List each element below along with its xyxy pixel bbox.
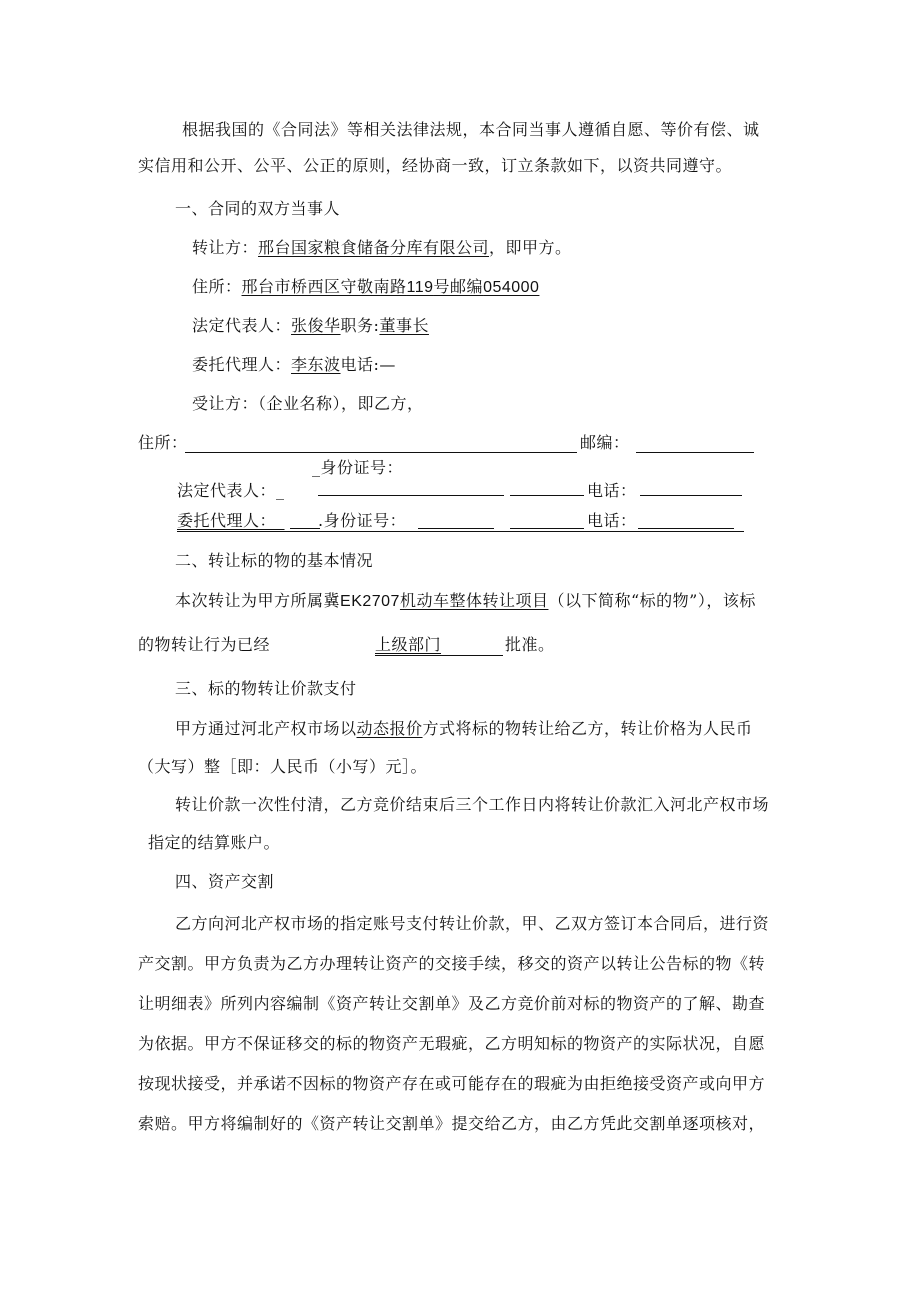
s4-line-5: 按现状接受，并承诺不因标的物资产存在或可能存在的瑕疵为由拒绝接受资产或向甲方 <box>138 1074 766 1093</box>
s4-line-6: 索赔。甲方将编制好的《资产转让交割单》提交给乙方，由乙方凭此交割单逐项核对， <box>138 1114 766 1133</box>
s2-line-1-pre: 本次转让为甲方所属冀 <box>175 591 341 610</box>
b-phone2-blank <box>638 528 734 529</box>
b-phone2-label: 电话： <box>587 511 637 530</box>
s3-line-2: （大写）整［即：人民币（小写）元］。 <box>138 757 428 776</box>
rep-line <box>192 315 429 337</box>
agent-label: 委托代理人： <box>192 355 292 374</box>
intro-line-2: 实信用和公开、公平、公正的原则，经协商一致，订立条款如下，以资共同遵守。 <box>138 156 733 175</box>
transferor-label: 转让方： <box>192 238 259 257</box>
b-agent-label: 委托代理人：_ <box>177 511 285 530</box>
s2-code: EK2707 <box>340 593 400 610</box>
intro-line-1: 根据我国的《合同法》等相关法律法规，本合同当事人遵循自愿、等价有偿、诚 <box>182 120 760 139</box>
s3-line-4: 指定的结算账户。 <box>148 833 281 852</box>
s4-line-2: 产交割。甲方负责为乙方办理转让资产的交接手续，移交的资产以转让公告标的物《转 <box>138 954 766 973</box>
b-postcode-blank <box>636 452 754 453</box>
section-1-heading: 一、合同的双方当事人 <box>175 199 341 218</box>
section-2-heading: 二、转让标的物的基本情况 <box>175 551 374 570</box>
b-agent-id-label: .身份证号： <box>318 511 407 530</box>
b-rep-label: 法定代表人：_ <box>177 481 285 500</box>
transferor-suffix: ，即甲方。 <box>489 238 572 257</box>
rep-title-label: 职务: <box>340 316 380 335</box>
s2-dept: 上级部门 <box>375 635 442 654</box>
b-phone-blank <box>640 495 742 496</box>
transferee-line: 受让方：（企业名称），即乙方， <box>192 394 424 413</box>
s3-line-3: 转让价款一次性付清，乙方竞价结束后三个工作日内将转让价款汇入河北产权市场 <box>175 795 770 814</box>
s2-line-1-post: （以下简称“标的物”），该标 <box>548 591 756 610</box>
b-id-label: _身份证号： <box>312 458 404 477</box>
section-3-heading: 三、标的物转让价款支付 <box>175 679 357 698</box>
b-rep-blank-2 <box>510 495 584 496</box>
address-number: 119 <box>406 279 434 296</box>
s4-line-3: 让明细表》所列内容编制《资产转让交割单》及乙方竞价前对标的物资产的了解、勘查 <box>138 994 766 1013</box>
section-4-heading: 四、资产交割 <box>175 872 275 891</box>
b-address-label: 住所： <box>138 433 188 452</box>
s3-line-1 <box>175 718 753 740</box>
agent-name: 李东波 <box>291 355 341 374</box>
s2-project: 机动车整体转让项目 <box>399 591 549 610</box>
b-form-bottom-rule <box>177 531 744 532</box>
b-phone-label: 电话： <box>587 481 637 500</box>
address-line <box>192 276 539 299</box>
transferor-line <box>192 237 572 259</box>
b-agent-blank <box>290 528 320 529</box>
address-label: 住所： <box>192 277 242 296</box>
b-rep-blank-1 <box>318 495 504 496</box>
address-hao: 号邮编 <box>433 277 484 296</box>
agent-line <box>192 354 396 376</box>
s2-line-2-pre: 的物转让行为已经 <box>138 635 271 654</box>
s2-line-1 <box>175 590 756 613</box>
s2-dept-underline <box>375 655 503 656</box>
s3-method: 动态报价 <box>356 719 423 738</box>
s4-line-4: 为依据。甲方不保证移交的标的物资产无瑕疵，乙方明知标的物资产的实际状况，自愿 <box>138 1034 766 1053</box>
s4-line-1: 乙方向河北产权市场的指定账号支付转让价款，甲、乙双方签订本合同后，进行资 <box>175 914 770 933</box>
address-value <box>242 277 540 296</box>
rep-label: 法定代表人： <box>192 316 292 335</box>
rep-name: 张俊华 <box>291 316 341 335</box>
postcode: 054000 <box>483 279 540 296</box>
s3-line-1-post: 方式将标的物转让给乙方，转让价格为人民币 <box>422 719 753 738</box>
rep-title: 董事长 <box>379 316 429 335</box>
address-street: 邢台市桥西区守敬南路 <box>241 277 407 296</box>
b-postcode-label: 邮编： <box>580 433 630 452</box>
s2-line-2-post: 批准。 <box>505 635 555 654</box>
b-agent-id-blank-1 <box>418 528 494 529</box>
s3-line-1-pre: 甲方通过河北产权市场以 <box>175 719 357 738</box>
b-address-blank <box>185 452 577 453</box>
agent-phone-label: 电话:— <box>340 355 396 374</box>
transferor-name: 邢台国家粮食储备分库有限公司 <box>258 238 490 257</box>
b-agent-id-blank-2 <box>510 528 584 529</box>
